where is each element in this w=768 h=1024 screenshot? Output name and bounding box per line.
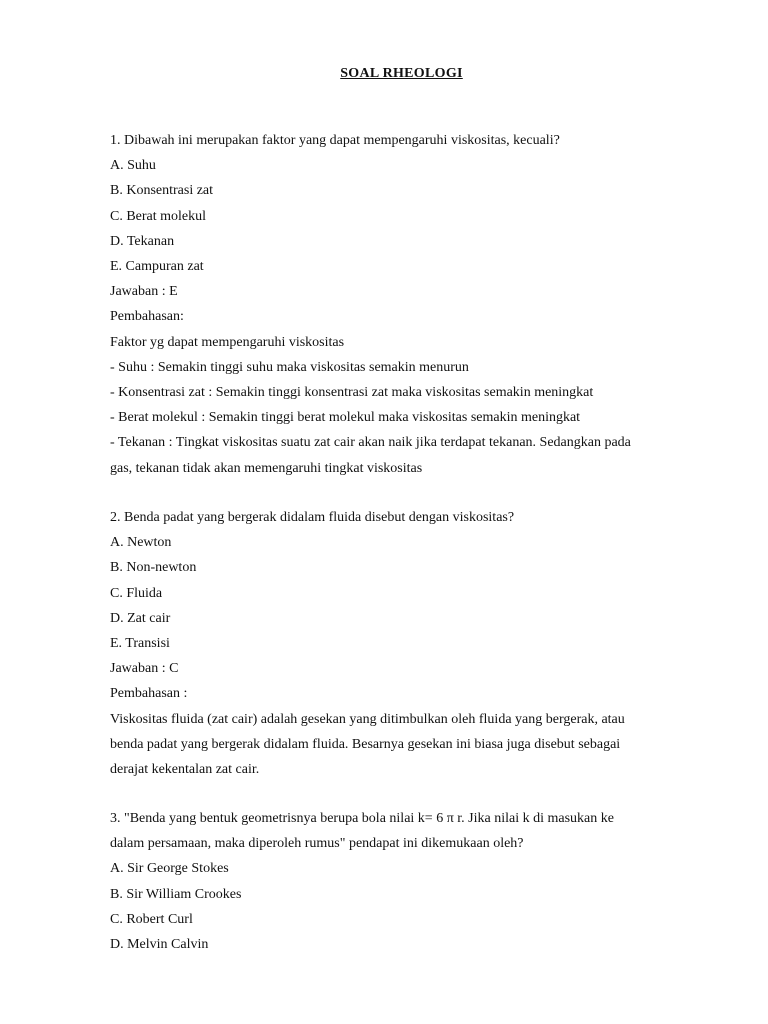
question-1-answer: Jawaban : E <box>110 284 178 300</box>
question-3-block <box>110 806 700 957</box>
question-3-option-c: C. Robert Curl <box>110 911 193 927</box>
question-3-option-d: D. Melvin Calvin <box>110 937 209 953</box>
question-3-option-a: A. Sir George Stokes <box>110 861 229 877</box>
question-1-explanation-line: - Berat molekul : Semakin tinggi berat molekul maka viskositas semakin meningkat <box>110 410 581 426</box>
question-2-explanation-label: Pembahasan : <box>110 686 188 702</box>
question-2-answer: Jawaban : C <box>110 661 179 677</box>
question-3-text-line: 3. "Benda yang bentuk geometrisnya berupa bola nilai k= 6 π r. Jika nilai k di masukan ke <box>110 811 614 826</box>
question-1-explanation-line: gas, tekanan tidak akan memengaruhi tingkat viskositas <box>110 460 423 476</box>
question-2-explanation-line: Viskositas fluida (zat cair) adalah gesekan yang ditimbulkan oleh fluida yang bergerak, atau <box>110 711 625 727</box>
question-2-option-d: D. Zat cair <box>110 610 171 626</box>
question-1-option-a: A. Suhu <box>110 158 156 174</box>
question-2-explanation-line: benda padat yang bergerak didalam fluida. Besarnya gesekan ini biasa juga disebut sebagai <box>110 736 621 752</box>
question-1-explanation-line: Faktor yg dapat mempengaruhi viskositas <box>110 334 345 350</box>
question-2-explanation-line: derajat kekentalan zat cair. <box>110 762 260 778</box>
question-1-explanation-line: - Konsentrasi zat : Semakin tinggi konsentrasi zat maka viskositas semakin meningkat <box>110 385 594 401</box>
question-1-option-b: B. Konsentrasi zat <box>110 183 214 199</box>
question-1-explanation-line: - Tekanan : Tingkat viskositas suatu zat cair akan naik jika terdapat tekanan. Sedangkan pada <box>110 435 631 451</box>
document-title: SOAL RHEOLOGI <box>340 66 463 81</box>
question-1-block <box>110 128 700 481</box>
question-2-option-b: B. Non-newton <box>110 560 197 576</box>
question-3-text-line: dalam persamaan, maka diperoleh rumus" pendapat ini dikemukaan oleh? <box>110 836 524 852</box>
question-1-option-d: D. Tekanan <box>110 233 175 249</box>
question-2-text: 2. Benda padat yang bergerak didalam fluida disebut dengan viskositas? <box>110 510 515 525</box>
question-1-option-c: C. Berat molekul <box>110 208 207 224</box>
question-2-option-c: C. Fluida <box>110 585 163 601</box>
question-1-explanation-label: Pembahasan: <box>110 309 184 325</box>
question-2-option-a: A. Newton <box>110 535 172 551</box>
question-3-option-b: B. Sir William Crookes <box>110 886 242 902</box>
question-2-option-e: E. Transisi <box>110 636 170 652</box>
question-1-text: 1. Dibawah ini merupakan faktor yang dapat mempengaruhi viskositas, kecuali? <box>110 133 560 148</box>
question-1-explanation-line: - Suhu : Semakin tinggi suhu maka viskositas semakin menurun <box>110 359 469 375</box>
question-2-block <box>110 505 700 782</box>
question-1-option-e: E. Campuran zat <box>110 259 204 275</box>
